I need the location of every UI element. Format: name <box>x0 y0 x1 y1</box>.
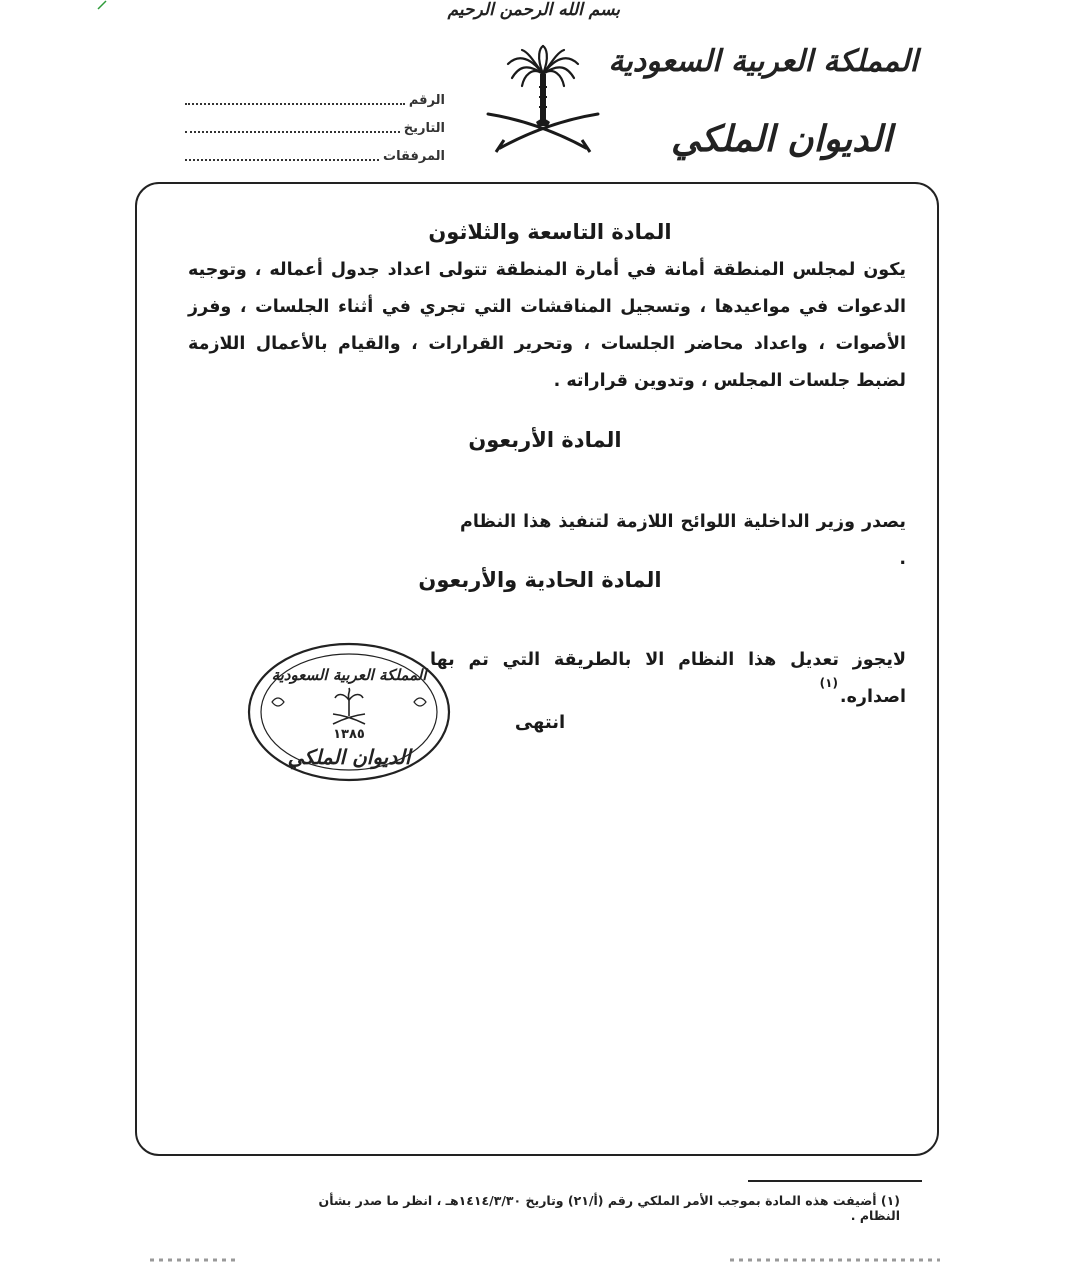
next-page-edge-artifact <box>0 1252 1092 1264</box>
scan-corner-mark <box>96 0 116 10</box>
footnote-separator <box>748 1180 922 1182</box>
attachments-blank <box>185 147 379 161</box>
attachments-label: المرفقات <box>383 149 445 164</box>
basmala: بسم الله الرحمن الرحيم <box>447 0 620 20</box>
footnote-reference: (١) <box>819 676 838 690</box>
date-blank <box>185 119 400 133</box>
attachments-field <box>185 142 445 164</box>
royal-court-seal-stamp <box>246 640 452 784</box>
seal-year: ١٣٨٥ <box>333 727 365 742</box>
article-41-heading: المادة الحادية والأربعون <box>418 568 662 592</box>
reference-number-field <box>185 86 445 108</box>
footnote-text: (١) أضيفت هذه المادة بموجب الأمر الملكي رقم (أ/٢١) وتاريخ ١٤١٤/٣/٣٠هـ ، انظر ما صدر بشأن النظام . <box>318 1193 900 1223</box>
article-41-text <box>430 642 906 716</box>
royal-court-name: الديوان الملكي <box>670 118 892 160</box>
palm-and-swords-emblem-icon <box>478 42 608 160</box>
article-41-body: لايجوز تعديل هذا النظام الا بالطريقة التي تم بها اصداره. <box>430 650 906 707</box>
reference-number-label: الرقم <box>408 93 445 108</box>
article-39-text: يكون لمجلس المنطقة أمانة في أمارة المنطقة تتولى اعداد جدول أعماله ، وتوجيه الدعوات في مواعيدها ، وتسجيل المناقشات التي تجري في أثناء الجلسات ، وفرز الأصوات ، واعداد محاضر الجلسات ، وتحرير القرارات ، والقيام بالأعمال اللازمة لضبط جلسات المجلس ، وتدوين قراراته . <box>188 260 906 391</box>
article-40-text: يصدر وزير الداخلية اللوائح اللازمة لتنفيذ هذا النظام . <box>460 512 906 569</box>
date-label: التاريخ <box>403 121 445 136</box>
date-field <box>185 114 445 136</box>
kingdom-name: المملكة العربية السعودية <box>608 44 918 79</box>
seal-top-text: المملكة العربية السعودية <box>271 666 427 684</box>
seal-bottom-text: الديوان الملكي <box>287 745 411 769</box>
end-word: انتهى <box>514 712 566 733</box>
article-39-heading: المادة التاسعة والثلاثون <box>428 220 672 244</box>
article-40-heading: المادة الأربعون <box>468 428 622 452</box>
reference-number-blank <box>185 91 405 105</box>
